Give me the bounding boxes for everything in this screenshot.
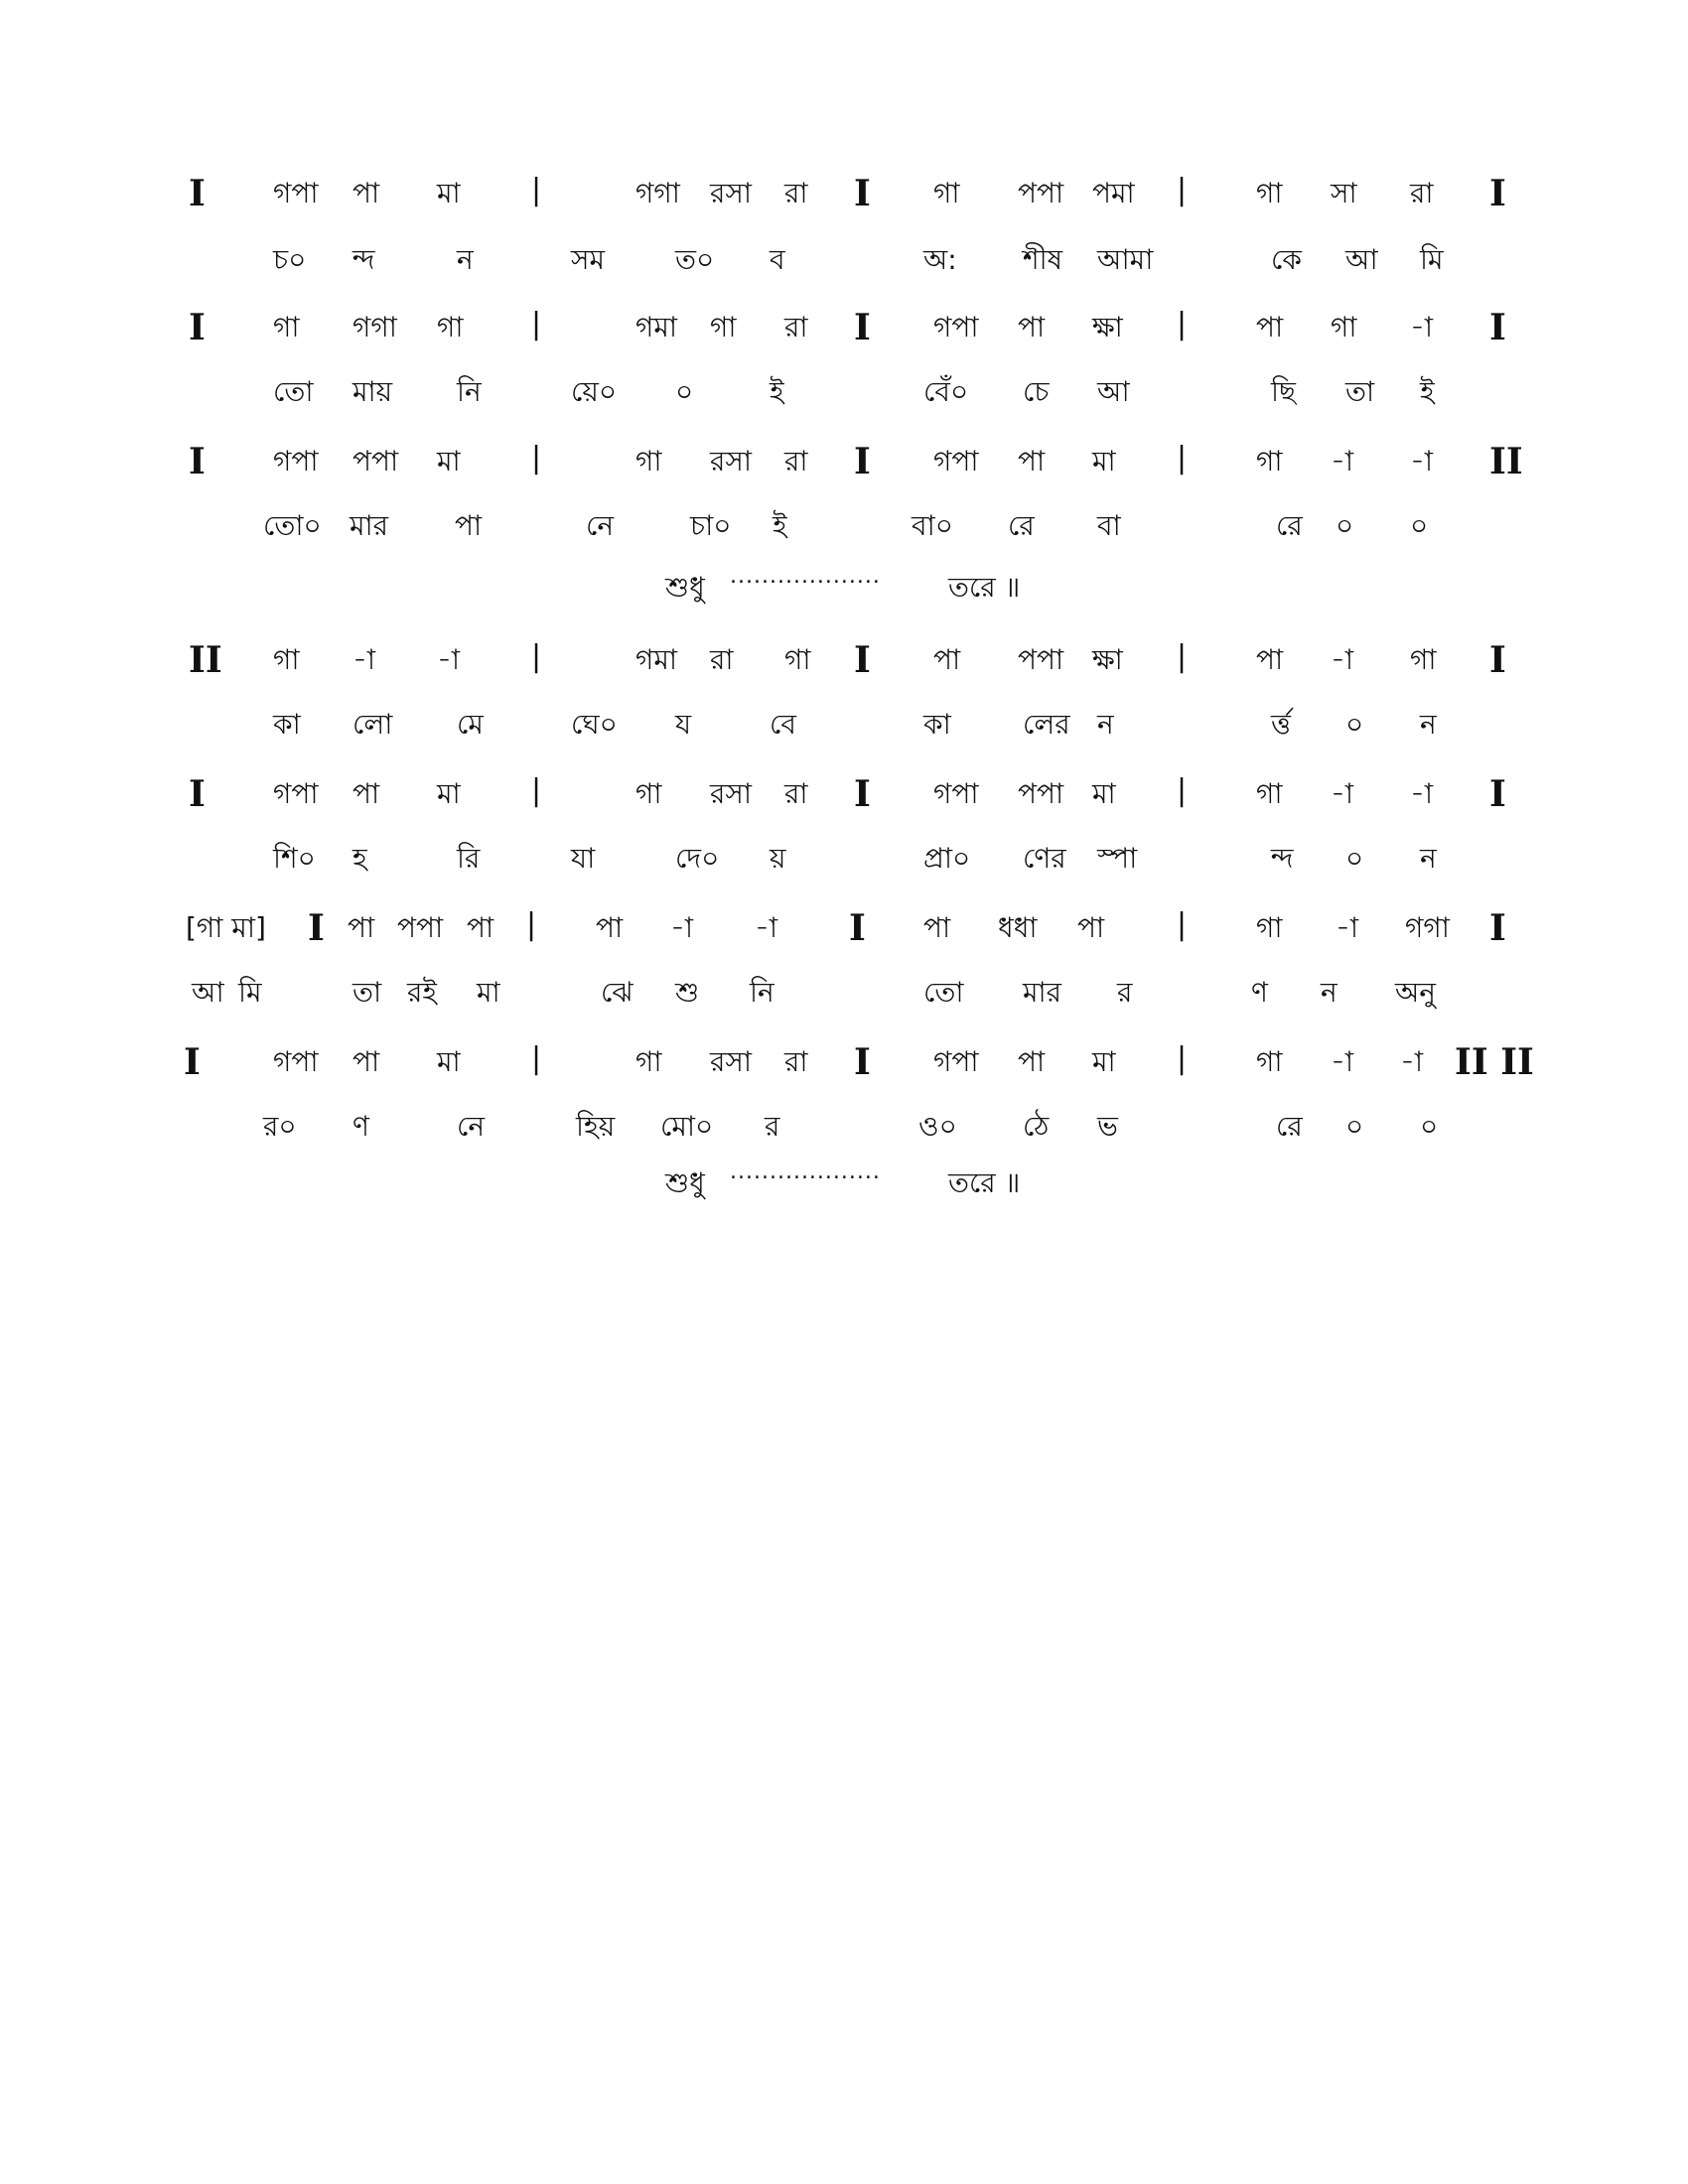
note-token: গপা [273, 445, 319, 478]
note-token: মা [437, 1045, 461, 1078]
note-token: রসা [710, 1045, 753, 1078]
lyric-syllable: মার [350, 509, 389, 542]
lyric-syllable: তো [923, 976, 964, 1009]
note-token: গা [1256, 777, 1283, 810]
lyric-syllable: রে [1008, 509, 1035, 542]
lyric-syllable: নে [586, 509, 615, 542]
lyric-syllable: কে [1271, 243, 1302, 276]
lyric-syllable: কা [273, 708, 301, 741]
beat-divider: | [1177, 1041, 1188, 1076]
lyric-syllable: য [675, 708, 692, 741]
beat-divider: | [1177, 441, 1188, 476]
note-token: মা [437, 177, 461, 209]
lyric-syllable: ন্দ [352, 243, 375, 276]
lyric-syllable: বেঁ০ [923, 375, 969, 408]
lyric-syllable: কা [923, 708, 951, 741]
lyric-syllable: সম [571, 243, 606, 276]
note-token: পা [348, 911, 375, 944]
lyric-syllable: রই [407, 976, 437, 1009]
note-token: রসা [710, 777, 753, 810]
lyric-syllable: ণের [1023, 842, 1066, 875]
lyric-syllable: ণ [352, 1110, 369, 1143]
beat-divider: | [531, 441, 542, 476]
lyric-syllable: মা [477, 976, 500, 1009]
note-token: গপা [933, 1045, 979, 1078]
bar-line: II [1489, 441, 1523, 482]
lyric-syllable: ই [770, 375, 784, 408]
bar-line: I [849, 907, 866, 949]
note-token: গপা [933, 445, 979, 478]
note-token: মা [1092, 445, 1116, 478]
note-token: পা [1018, 311, 1046, 343]
note-token: গা [710, 311, 737, 343]
lyric-syllable: ছি [1271, 375, 1296, 408]
lyric-syllable: দে০ [675, 842, 720, 875]
note-token: ধধা [998, 911, 1038, 944]
note-token: গপা [933, 777, 979, 810]
lyric-syllable: শু [675, 976, 700, 1009]
lyric-syllable: ঝে [601, 976, 633, 1009]
refrain-end: তরে ॥ [948, 1166, 1021, 1199]
note-token: গা [1256, 1045, 1283, 1078]
lyric-syllable: ০ [1345, 708, 1364, 741]
lyric-syllable: অ: [923, 243, 957, 276]
lyric-syllable: মার [1023, 976, 1062, 1009]
bar-line: II II [1455, 1041, 1534, 1083]
beat-divider: | [531, 773, 542, 808]
lyric-syllable: ন [1420, 708, 1437, 741]
bar-line: I [189, 307, 206, 348]
beat-divider: | [1177, 907, 1188, 942]
refrain-end: তরে ॥ [948, 571, 1021, 604]
note-token: গা [273, 311, 300, 343]
note-token: [গা মা] [186, 911, 266, 944]
lyric-syllable: ০ [1410, 509, 1429, 542]
bar-line: I [189, 773, 206, 815]
note-token: মা [437, 445, 461, 478]
lyric-syllable: রে [1276, 509, 1303, 542]
note-token: গপা [273, 1045, 319, 1078]
lyric-syllable: ০ [1345, 1110, 1364, 1143]
lyric-syllable: প্রা০ [923, 842, 971, 875]
bar-line: II [189, 639, 222, 681]
note-token: গা [1256, 177, 1283, 209]
note-token: গপা [273, 177, 319, 209]
note-token: মা [437, 777, 461, 810]
note-token: পা [933, 643, 961, 676]
note-token: গগা [1405, 911, 1450, 944]
bar-line: I [854, 441, 871, 482]
note-token: -া [1400, 1045, 1424, 1078]
note-token: পা [467, 911, 494, 944]
lyric-syllable: তো [273, 375, 314, 408]
refrain-start: শুধু [665, 571, 705, 604]
bar-line: I [1489, 639, 1506, 681]
note-token: পা [352, 777, 380, 810]
note-token: গা [635, 445, 662, 478]
lyric-syllable: ন [1420, 842, 1437, 875]
bar-line: I [1489, 907, 1506, 949]
note-token: গা [784, 643, 811, 676]
note-token: গা [635, 777, 662, 810]
lyric-syllable: হিয় [576, 1110, 616, 1143]
note-token: পপা [352, 445, 399, 478]
note-token: মা [1092, 1045, 1116, 1078]
beat-divider: | [531, 1041, 542, 1076]
refrain-start: শুধু [665, 1166, 705, 1199]
note-token: পা [1018, 1045, 1046, 1078]
note-token: ক্ষা [1092, 643, 1123, 676]
lyric-syllable: আ [192, 976, 224, 1009]
lyric-syllable: র০ [263, 1110, 297, 1143]
lyric-syllable: শি০ [273, 842, 316, 875]
note-token: রা [1410, 177, 1434, 209]
note-token: গগা [352, 311, 397, 343]
lyric-syllable: লো [352, 708, 393, 741]
note-token: পপা [1018, 177, 1064, 209]
bar-line: I [854, 173, 871, 214]
lyric-syllable: ০ [1345, 842, 1364, 875]
lyric-syllable: ০ [1420, 1110, 1439, 1143]
beat-divider: | [1177, 639, 1188, 674]
lyric-syllable: মো০ [660, 1110, 714, 1143]
lyric-syllable: ঠে [1023, 1110, 1050, 1143]
note-token: সা [1331, 177, 1357, 209]
lyric-syllable: আমা [1097, 243, 1154, 276]
lyric-syllable: নি [457, 375, 482, 408]
beat-divider: | [531, 639, 542, 674]
lyric-syllable: তো০ [263, 509, 322, 542]
bar-line: I [189, 441, 206, 482]
lyric-syllable: আ [1097, 375, 1130, 408]
bar-line: I [308, 907, 325, 949]
note-token: রসা [710, 177, 753, 209]
note-token: রসা [710, 445, 753, 478]
lyric-syllable: রে [1276, 1110, 1303, 1143]
note-token: পা [596, 911, 624, 944]
note-token: পা [923, 911, 951, 944]
note-token: গপা [933, 311, 979, 343]
note-token: গা [1256, 911, 1283, 944]
beat-divider: | [1177, 773, 1188, 808]
lyric-syllable: অনু [1395, 976, 1436, 1009]
note-token: -া [755, 911, 778, 944]
note-token: পা [1018, 445, 1046, 478]
lyric-syllable: ন্দ [1271, 842, 1294, 875]
note-token: পা [1256, 311, 1284, 343]
note-token: রা [710, 643, 734, 676]
lyric-syllable: রি [457, 842, 481, 875]
bar-line: I [854, 307, 871, 348]
lyric-syllable: মায় [352, 375, 393, 408]
note-token: মা [1092, 777, 1116, 810]
lyric-syllable: চ০ [273, 243, 307, 276]
lyric-syllable: আ [1345, 243, 1378, 276]
beat-divider: | [531, 307, 542, 341]
note-token: -া [1331, 445, 1354, 478]
note-token: -া [1410, 311, 1434, 343]
lyric-syllable: মি [1420, 243, 1444, 276]
note-token: ক্ষা [1092, 311, 1123, 343]
lyric-syllable: ত০ [675, 243, 715, 276]
note-token: পা [352, 177, 380, 209]
note-token: গা [635, 1045, 662, 1078]
lyric-syllable: ও০ [918, 1110, 957, 1143]
lyric-syllable: য় [770, 842, 786, 875]
lyric-syllable: বা০ [912, 509, 953, 542]
lyric-syllable: ন [1097, 708, 1114, 741]
bar-line: I [854, 773, 871, 815]
lyric-syllable: ০ [675, 375, 694, 408]
lyric-syllable: নি [750, 976, 774, 1009]
note-token: -া [437, 643, 461, 676]
note-token: -া [670, 911, 694, 944]
note-token: গা [1256, 445, 1283, 478]
lyric-syllable: মি [238, 976, 262, 1009]
beat-divider: | [531, 173, 542, 207]
lyric-syllable: যা [571, 842, 596, 875]
lyric-syllable: ০ [1336, 509, 1354, 542]
bar-line: I [1489, 173, 1506, 214]
note-token: গগা [635, 177, 680, 209]
note-token: পপা [1018, 643, 1064, 676]
lyric-syllable: তা [1345, 375, 1375, 408]
bar-line: I [1489, 307, 1506, 348]
lyric-syllable: ন [457, 243, 474, 276]
lyric-syllable: ই [1420, 375, 1435, 408]
note-token: -া [1410, 445, 1434, 478]
lyric-syllable: পা [455, 509, 483, 542]
lyric-syllable: র্ত্ত [1271, 708, 1292, 741]
lyric-syllable: বে [770, 708, 796, 741]
note-token: গা [933, 177, 960, 209]
note-token: রা [784, 177, 808, 209]
lyric-syllable: ন [1321, 976, 1337, 1009]
note-token: গমা [635, 643, 678, 676]
note-token: -া [1331, 777, 1354, 810]
lyric-syllable: ব [770, 243, 785, 276]
note-token: -া [1331, 1045, 1354, 1078]
note-token: রা [784, 777, 808, 810]
lyric-syllable: য়ে০ [571, 375, 618, 408]
bar-line: I [854, 639, 871, 681]
bar-line: I [184, 1041, 201, 1083]
lyric-syllable: ঘে০ [571, 708, 618, 741]
bar-line: I [854, 1041, 871, 1083]
lyric-syllable: স্পা [1097, 842, 1138, 875]
lyric-syllable: নে [457, 1110, 486, 1143]
lyric-syllable: ণ [1251, 976, 1268, 1009]
lyric-syllable: বা [1097, 509, 1121, 542]
lyric-syllable: তা [352, 976, 382, 1009]
note-token: -া [1410, 777, 1434, 810]
lyric-syllable: র [765, 1110, 780, 1143]
note-token: গা [273, 643, 300, 676]
lyric-syllable: হ [352, 842, 367, 875]
note-token: গপা [273, 777, 319, 810]
note-token: গা [437, 311, 464, 343]
note-token: রা [784, 311, 808, 343]
lyric-syllable: ভ [1097, 1110, 1118, 1143]
beat-divider: | [1177, 173, 1188, 207]
note-token: পা [352, 1045, 380, 1078]
note-token: গমা [635, 311, 678, 343]
beat-divider: | [526, 907, 537, 942]
note-token: গা [1410, 643, 1437, 676]
lyric-syllable: লের [1023, 708, 1070, 741]
lyric-syllable: মে [457, 708, 484, 741]
bar-line: I [189, 173, 206, 214]
note-token: পমা [1092, 177, 1135, 209]
refrain-ellipsis: ................... [730, 1160, 881, 1184]
note-token: রা [784, 445, 808, 478]
lyric-syllable: চে [1023, 375, 1050, 408]
lyric-syllable: র [1117, 976, 1133, 1009]
note-token: -া [1336, 911, 1359, 944]
note-token: রা [784, 1045, 808, 1078]
bar-line: I [1489, 773, 1506, 815]
note-token: -া [352, 643, 376, 676]
beat-divider: | [1177, 307, 1188, 341]
refrain-ellipsis: ................... [730, 564, 881, 589]
note-token: পা [1077, 911, 1105, 944]
note-token: পপা [397, 911, 444, 944]
note-token: গা [1331, 311, 1357, 343]
lyric-syllable: ই [773, 509, 787, 542]
lyric-syllable: চা০ [690, 509, 732, 542]
note-token: পপা [1018, 777, 1064, 810]
note-token: -া [1331, 643, 1354, 676]
lyric-syllable: শীষ [1023, 243, 1063, 276]
note-token: পা [1256, 643, 1284, 676]
